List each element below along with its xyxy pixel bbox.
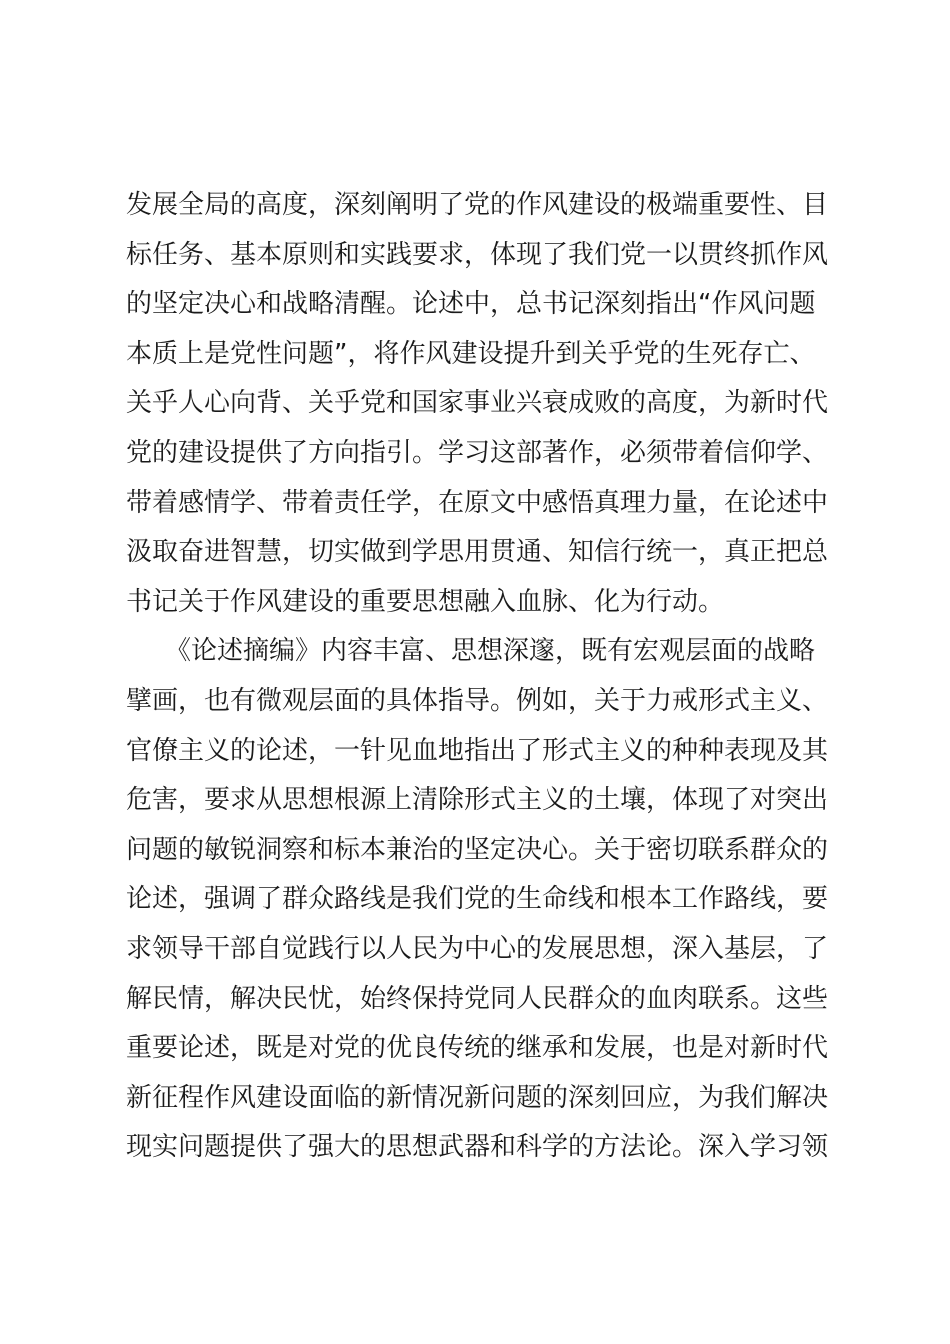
text-line: 的坚定决心和战略清醒。论述中，总书记深刻指出“作风问题 [126,289,816,320]
text-line: 危害，要求从思想根源上清除形式主义的土壤，体现了对突出 [126,785,829,816]
text-line: 新征程作风建设面临的新情况新问题的深刻回应，为我们解决 [126,1082,829,1113]
text-line: 重要论述，既是对党的优良传统的继承和发展，也是对新时代 [126,1033,829,1064]
text-line: 解民情，解决民忧，始终保持党同人民群众的血肉联系。这些 [126,983,829,1014]
body-text [126,181,846,1173]
text-line: 论述，强调了群众路线是我们党的生命线和根本工作路线，要 [126,884,829,915]
text-line: 现实问题提供了强大的思想武器和科学的方法论。深入学习领 [126,1132,829,1163]
text-line: 带着感情学、带着责任学，在原文中感悟真理力量，在论述中 [126,487,829,518]
text-line: 书记关于作风建设的重要思想融入血脉、化为行动。 [126,586,725,617]
text-line: 关乎人心向背、关乎党和国家事业兴衰成败的高度，为新时代 [126,388,829,419]
text-line: 发展全局的高度，深刻阐明了党的作风建设的极端重要性、目 [126,190,829,220]
text-line: 《论述摘编》内容丰富、思想深邃，既有宏观层面的战略 [126,636,816,667]
text-line: 标任务、基本原则和实践要求，体现了我们党一以贯终抓作风 [126,239,829,270]
text-line: 党的建设提供了方向指引。学习这部著作，必须带着信仰学、 [126,437,829,468]
text-line: 本质上是党性问题”，将作风建设提升到关乎党的生死存亡、 [126,338,816,369]
text-line: 擘画，也有微观层面的具体指导。例如，关于力戒形式主义、 [126,685,829,716]
text-line: 官僚主义的论述，一针见血地指出了形式主义的种种表现及其 [126,735,829,766]
text-line: 求领导干部自觉践行以人民为中心的发展思想，深入基层，了 [126,933,829,964]
text-line: 问题的敏锐洞察和标本兼治的坚定决心。关于密切联系群众的 [126,834,829,865]
text-line: 汲取奋进智慧，切实做到学思用贯通、知信行统一，真正把总 [126,537,829,568]
